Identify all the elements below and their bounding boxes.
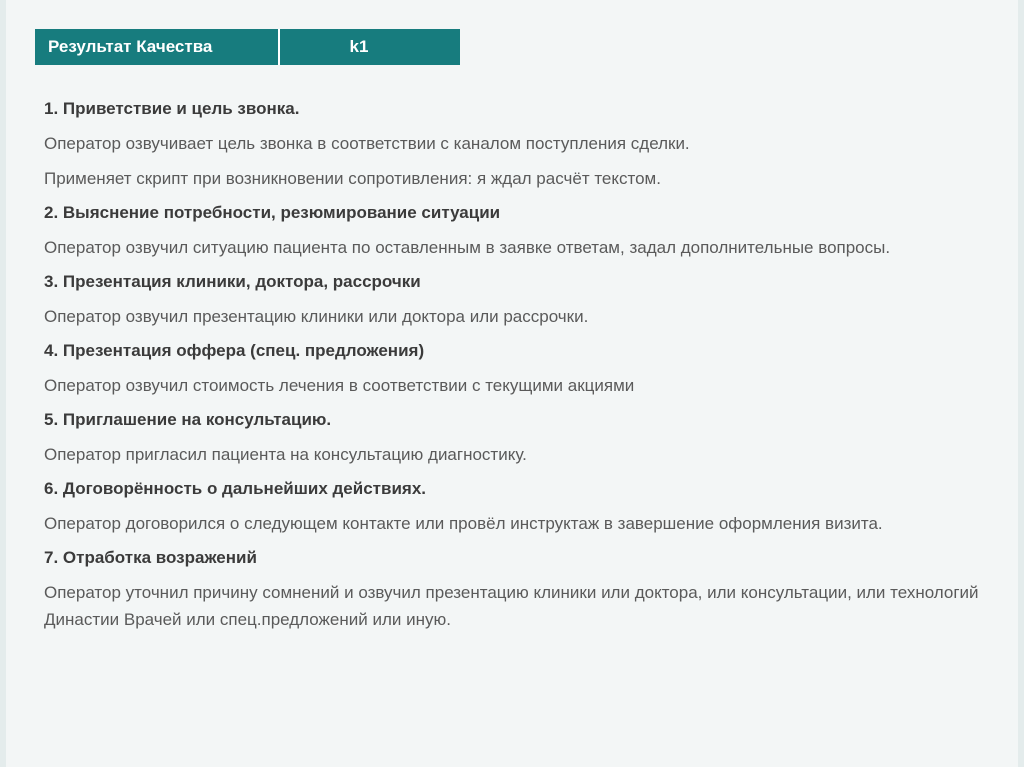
quality-result-header: [35, 29, 460, 65]
header-value: k1: [280, 29, 460, 65]
criterion-6: [44, 476, 994, 537]
criterion-text: Оператор озвучил ситуацию пациента по оставленным в заявке ответам, задал дополнительные вопросы.: [44, 238, 891, 257]
criterion-heading: 2. Выяснение потребности, резюмирование ситуации: [44, 203, 501, 222]
criterion-text: Оператор пригласил пациента на консультацию диагностику.: [44, 445, 527, 464]
criterion-text: Оператор уточнил причину сомнений и озвучил презентацию клиники или доктора, или консультации, или технологий Династии Врачей или спец.предложений или иную.: [44, 583, 979, 629]
criterion-heading: 3. Презентация клиники, доктора, рассрочки: [44, 272, 421, 291]
criterion-1: [44, 96, 994, 192]
criterion-4: [44, 338, 994, 399]
criteria-list: [44, 96, 994, 641]
criterion-heading: 5. Приглашение на консультацию.: [44, 410, 332, 429]
criterion-heading: 7. Отработка возражений: [44, 548, 257, 567]
criterion-text: Оператор озвучил презентацию клиники или доктора или рассрочки.: [44, 307, 589, 326]
criterion-7: [44, 545, 994, 633]
criterion-5: [44, 407, 994, 468]
criterion-text: Оператор озвучивает цель звонка в соответствии с каналом поступления сделки.: [44, 134, 690, 153]
criterion-text: Оператор договорился о следующем контакте или провёл инструктаж в завершение оформления визита.: [44, 514, 883, 533]
header-label: Результат Качества: [35, 29, 278, 65]
criterion-3: [44, 269, 994, 330]
criterion-text: Оператор озвучил стоимость лечения в соответствии с текущими акциями: [44, 376, 635, 395]
criterion-text: Применяет скрипт при возникновении сопротивления: я ждал расчёт текстом.: [44, 169, 661, 188]
criterion-2: [44, 200, 994, 261]
criterion-heading: 6. Договорённость о дальнейших действиях.: [44, 479, 426, 498]
criterion-heading: 4. Презентация оффера (спец. предложения): [44, 341, 425, 360]
criterion-heading: 1. Приветствие и цель звонка.: [44, 99, 300, 118]
